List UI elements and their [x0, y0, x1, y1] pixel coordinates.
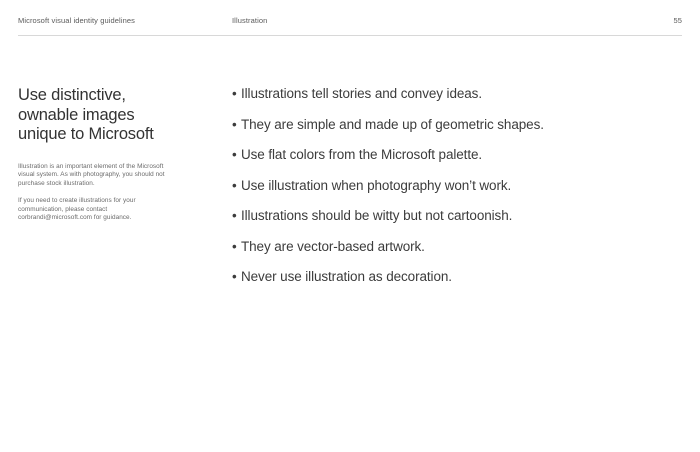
list-item-label: Use flat colors from the Microsoft palette. — [241, 147, 483, 162]
page-header — [0, 16, 700, 38]
intro-paragraph-1: Illustration is an important element of the Microsoft visual system. As with photography, you should not purchase stock illustration. — [18, 162, 165, 187]
page-title: Use distinctive, ownable images unique to Microsoft — [18, 86, 154, 143]
header-page-number: 55 — [673, 16, 682, 25]
list-item — [232, 239, 672, 255]
list-item — [232, 208, 672, 224]
list-item — [232, 86, 672, 102]
header-section-title: Illustration — [232, 16, 268, 25]
list-item — [232, 269, 672, 285]
list-item-label: Illustrations tell stories and convey ideas. — [241, 86, 482, 101]
list-item-label: They are vector-based artwork. — [241, 238, 425, 254]
list-item-label: Never use illustration as decoration. — [241, 269, 452, 284]
bullet-marker-icon: • — [232, 147, 237, 162]
intro-copy — [18, 163, 168, 224]
intro-paragraph-2: If you need to create illustrations for your communication, please contact corbrandi@microsoft.com for guidance. — [18, 197, 136, 222]
list-item-label: Illustrations should be witty but not cartoonish. — [241, 208, 513, 223]
list-item-label: Use illustration when photography won’t work. — [241, 177, 512, 193]
list-item — [232, 117, 672, 133]
bullet-marker-icon: • — [232, 177, 237, 193]
bullet-marker-icon: • — [232, 116, 237, 132]
bullet-marker-icon: • — [232, 238, 237, 254]
guideline-list — [232, 86, 672, 285]
list-item-label: They are simple and made up of geometric shapes. — [241, 116, 544, 132]
header-document-title: Microsoft visual identity guidelines — [18, 16, 135, 25]
bullet-marker-icon: • — [232, 269, 237, 284]
header-divider — [18, 35, 682, 36]
left-column — [18, 86, 168, 223]
bullet-marker-icon: • — [232, 208, 237, 223]
list-item — [232, 147, 672, 163]
list-item — [232, 178, 672, 194]
bullet-marker-icon: • — [232, 86, 237, 101]
right-column — [232, 86, 672, 300]
